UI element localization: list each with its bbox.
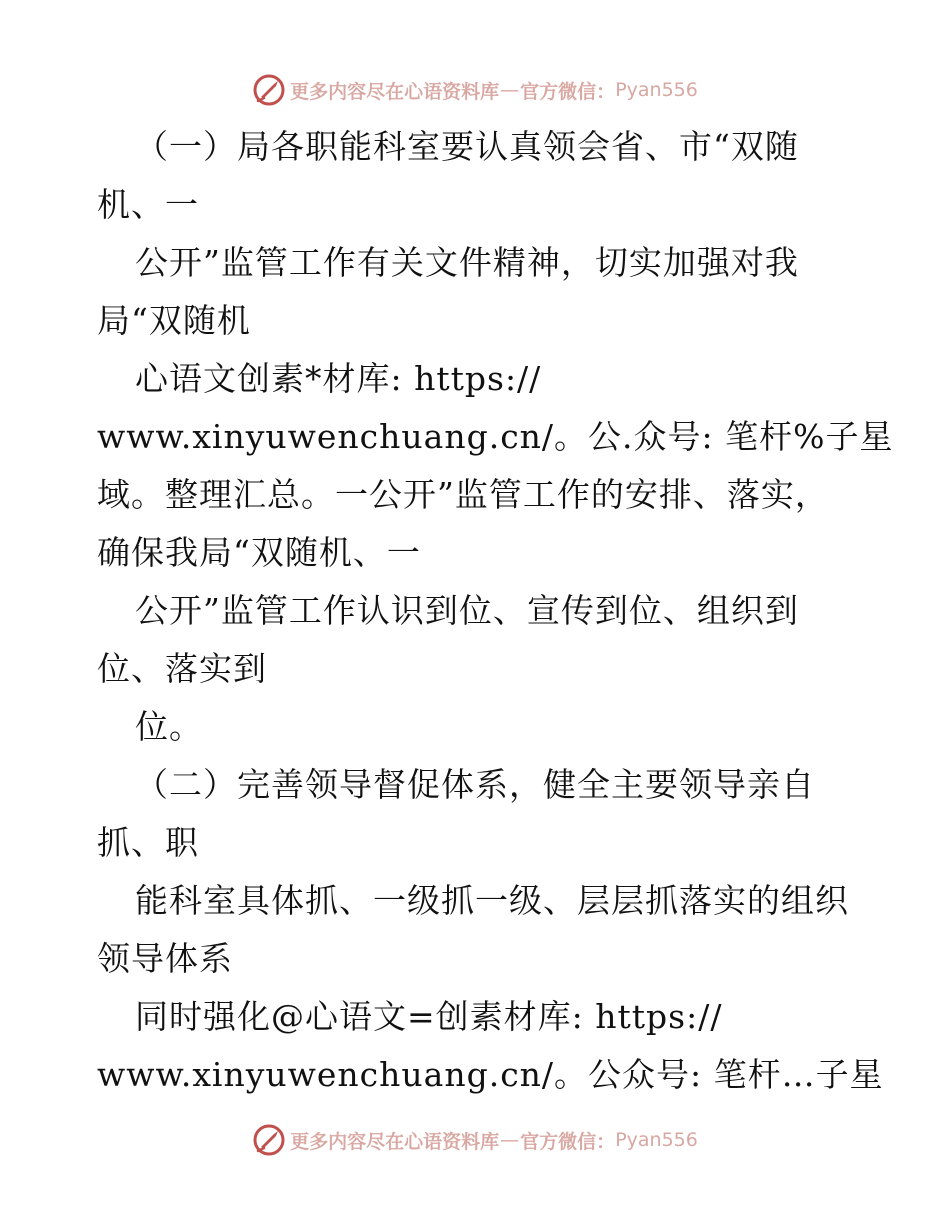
text-line: 域。整理汇总。一公开”监管工作的安排、落实， bbox=[97, 475, 829, 514]
document-body bbox=[97, 118, 897, 1104]
text-line: www.xinyuwenchuang.cn/。公.众号: 笔杆%子星 bbox=[97, 417, 894, 456]
footer-wechat-id: Pyan556 bbox=[615, 1129, 698, 1151]
text-line: 公开”监管工作认识到位、宣传到位、组织到 bbox=[135, 591, 799, 630]
header-wechat-id: Pyan556 bbox=[615, 79, 698, 101]
text-line: 位。 bbox=[135, 707, 203, 746]
text-line: 确保我局“双随机、一 bbox=[97, 533, 421, 572]
text-line: 抓、职 bbox=[97, 823, 199, 862]
text-line: （二）完善领导督促体系，健全主要领导亲自 bbox=[135, 765, 815, 804]
header-wechat-label: 官方微信： bbox=[520, 80, 616, 103]
text-line: 能科室具体抓、一级抓一级、层层抓落实的组织 bbox=[135, 881, 849, 920]
header-banner-dash: — bbox=[500, 79, 520, 101]
quill-logo-icon bbox=[252, 1123, 286, 1157]
text-line: 同时强化@心语文=创素材库: https:// bbox=[135, 997, 723, 1036]
quill-logo-icon bbox=[252, 73, 286, 107]
text-line: 公开”监管工作有关文件精神，切实加强对我 bbox=[135, 243, 799, 282]
footer-banner-text: 更多内容尽在心语资料库 bbox=[290, 1130, 500, 1153]
text-line: www.xinyuwenchuang.cn/。公众号: 笔杆…子星 bbox=[97, 1055, 884, 1094]
text-line: （一）局各职能科室要认真领会省、市“双随 bbox=[135, 127, 799, 166]
text-line: 心语文创素*材库: https:// bbox=[135, 359, 542, 398]
text-line: 机、一 bbox=[97, 185, 199, 224]
footer-wechat-label: 官方微信： bbox=[520, 1130, 616, 1153]
header-banner bbox=[0, 70, 950, 110]
text-line: 局“双随机 bbox=[97, 301, 251, 340]
text-line: 领导体系 bbox=[97, 939, 233, 978]
footer-banner bbox=[0, 1120, 950, 1160]
footer-banner-dash: — bbox=[500, 1129, 520, 1151]
header-banner-text: 更多内容尽在心语资料库 bbox=[290, 80, 500, 103]
text-line: 位、落实到 bbox=[97, 649, 267, 688]
